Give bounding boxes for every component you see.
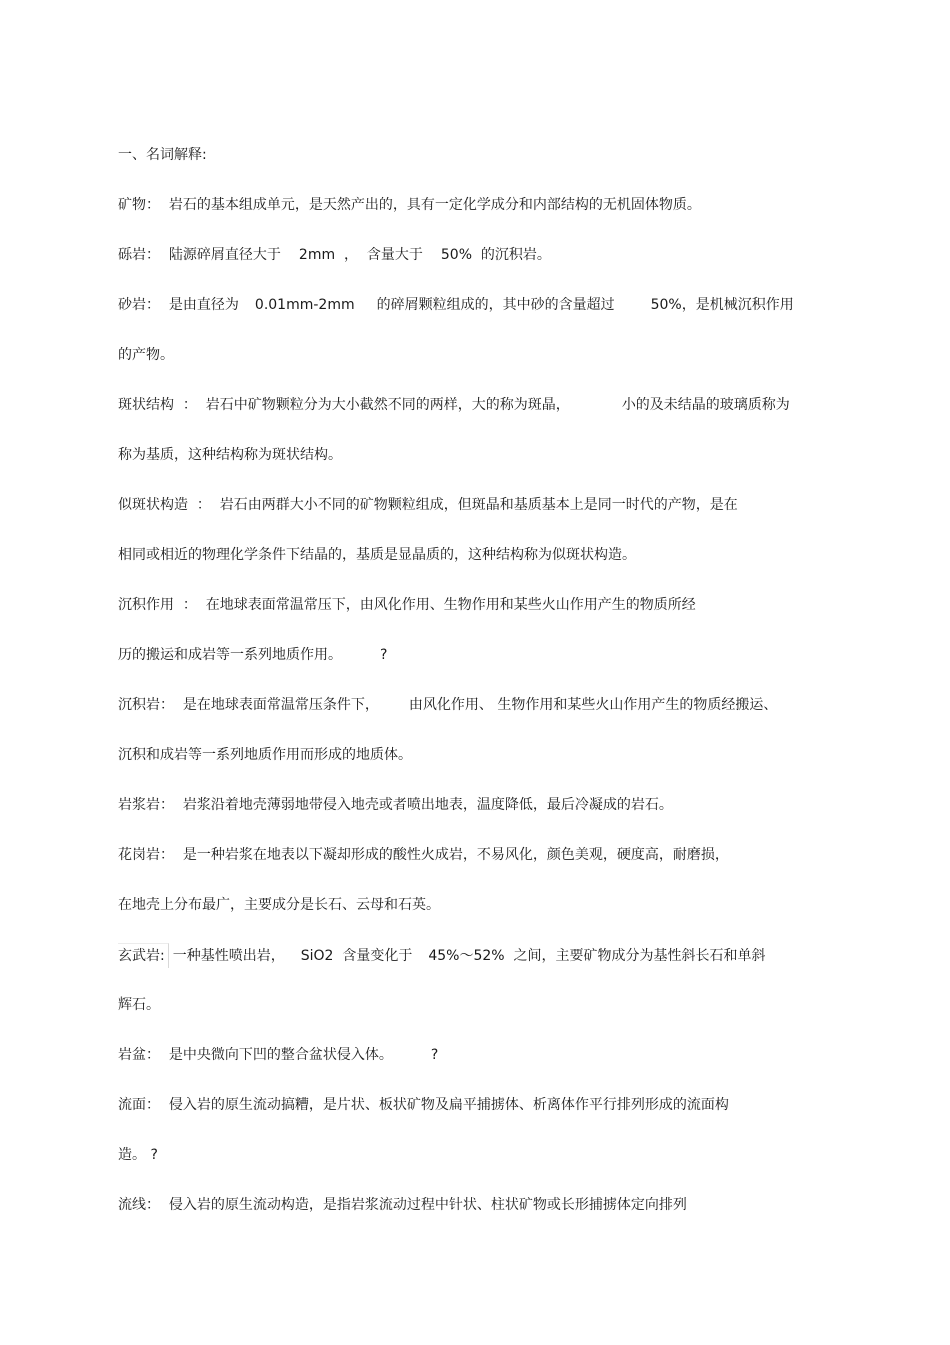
definition-line: [118, 1193, 910, 1217]
definition-line: [118, 193, 910, 217]
text-segment: 流面： 侵入岩的原生流动搞糟，是片状、板状矿物及扁平捕掳体、析离体作平行排列形成的流面构: [118, 1097, 729, 1113]
text-segment: 沉积和成岩等一系列地质作用而形成的地质体。: [118, 747, 412, 763]
definition-line: [118, 393, 910, 417]
text-segment: 50%，是机械沉积作用: [650, 297, 794, 313]
text-segment: 相同或相近的物理化学条件下结晶的，基质是显晶质的，这种结构称为似斑状构造。: [118, 547, 636, 563]
definition-line: [118, 293, 910, 317]
definition-line: [118, 1093, 910, 1117]
definition-line: [118, 943, 910, 967]
text-segment: 流线： 侵入岩的原生流动构造，是指岩浆流动过程中针状、柱状矿物或长形捕掳体定向排列: [118, 1197, 687, 1213]
section-heading: [118, 143, 910, 167]
definition-line: [118, 543, 910, 567]
text-segment: 历的搬运和成岩等一系列地质作用。: [118, 647, 342, 663]
definition-line: [118, 243, 910, 267]
text-segment: ?: [430, 1047, 439, 1063]
text-segment: SiO2 含量变化于: [300, 948, 413, 964]
text-segment: 45%～52% 之间，主要矿物成分为基性斜长石和单斜: [428, 948, 766, 964]
definition-line: [118, 793, 910, 817]
definition-line: [118, 1143, 910, 1167]
text-segment: 在地壳上分布最广，主要成分是长石、云母和石英。: [118, 897, 440, 913]
text-segment: 沉积作用 ： 在地球表面常温常压下，由风化作用、生物作用和某些火山作用产生的物质所经: [118, 597, 696, 613]
text-segment: 矿物： 岩石的基本组成单元，是天然产出的，具有一定化学成分和内部结构的无机固体物质。: [118, 197, 701, 213]
text-segment: 砂岩： 是由直径为: [118, 297, 239, 313]
definition-line: [118, 443, 910, 467]
text-segment: ?: [380, 647, 388, 663]
definition-line: [118, 843, 910, 867]
text-segment: 的产物。: [118, 347, 174, 363]
term-label: 玄武岩:: [118, 943, 169, 968]
text-segment: 2mm ， 含量大于: [298, 247, 423, 263]
text-segment: 称为基质，这种结构称为斑状结构。: [118, 447, 342, 463]
text-segment: 似斑状构造 ： 岩石由两群大小不同的矿物颗粒组成，但斑晶和基质基本上是同一时代的产物，是在: [118, 497, 738, 513]
text-segment: 一种基性喷出岩，: [172, 948, 285, 964]
text-segment: 辉石。: [118, 997, 160, 1013]
text-segment: 造。 ?: [118, 1147, 158, 1163]
definition-line: [118, 493, 910, 517]
definition-line: [118, 1043, 910, 1067]
definition-line: [118, 643, 910, 667]
definition-line: [118, 993, 910, 1017]
definition-line: [118, 893, 910, 917]
heading-text: 一、名词解释:: [118, 147, 207, 163]
text-segment: 由风化作用、 生物作用和某些火山作用产生的物质经搬运、: [408, 697, 778, 713]
text-segment: 岩盆： 是中央微向下凹的整合盆状侵入体。: [118, 1047, 393, 1063]
text-segment: 斑状结构 ： 岩石中矿物颗粒分为大小截然不同的两样，大的称为斑晶，: [118, 397, 570, 413]
text-segment: 小的及未结晶的玻璃质称为: [621, 397, 790, 413]
text-segment: 50% 的沉积岩。: [440, 247, 551, 263]
text-segment: 花岗岩： 是一种岩浆在地表以下凝却形成的酸性火成岩，不易风化，颜色美观，硬度高，耐磨损，: [118, 847, 729, 863]
text-segment: 的碎屑颗粒组成的，其中砂的含量超过: [376, 297, 615, 313]
definition-line: [118, 343, 910, 367]
definition-line: [118, 693, 910, 717]
text-segment: 沉积岩： 是在地球表面常温常压条件下，: [118, 697, 379, 713]
definition-line: [118, 593, 910, 617]
text-segment: 0.01mm-2mm: [254, 297, 355, 313]
definition-line: [118, 743, 910, 767]
text-segment: 岩浆岩： 岩浆沿着地壳薄弱地带侵入地壳或者喷出地表，温度降低，最后冷凝成的岩石。: [118, 797, 673, 813]
text-segment: 砾岩： 陆源碎屑直径大于: [118, 247, 281, 263]
